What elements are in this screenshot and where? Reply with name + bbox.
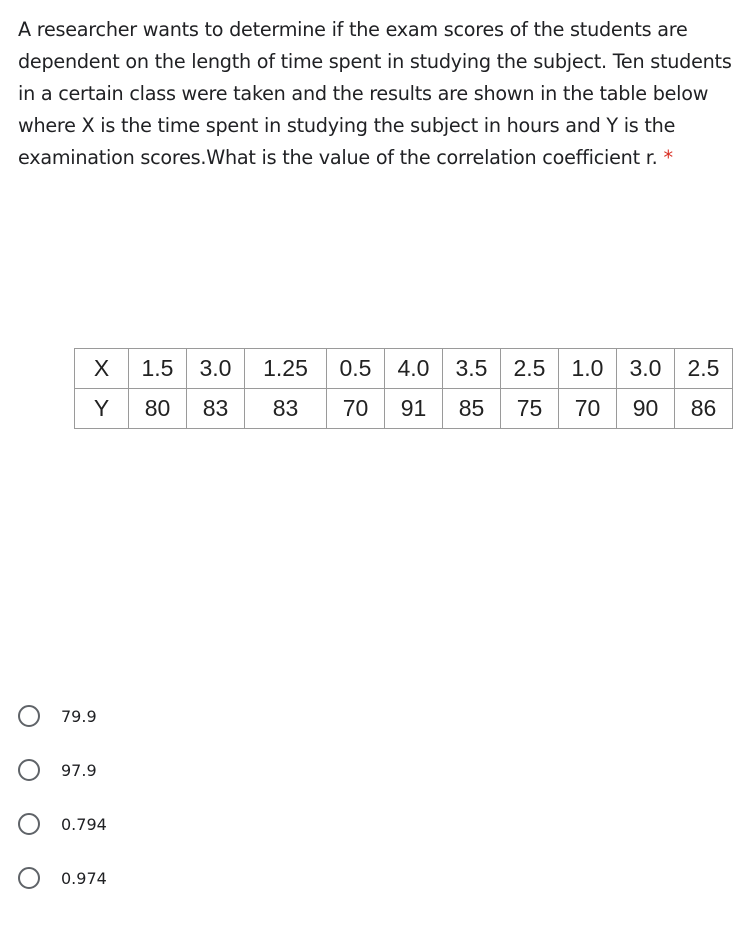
- option-0-794[interactable]: [18, 809, 107, 839]
- option-label[interactable]: 0.974: [61, 868, 107, 888]
- table-header-y: Y: [75, 389, 129, 429]
- table-cell-y: 91: [385, 389, 443, 429]
- question-body: A researcher wants to determine if the exam scores of the students are dependent on the length of time spent in studying the subject. Ten students in a certain class were taken and the results are shown in the table below where X is the time spent in studying the subject in hours and Y is the examination scores.What is the value of the correlation coefficient r.: [18, 18, 732, 169]
- option-79-9[interactable]: [18, 701, 107, 731]
- radio-button-icon[interactable]: [18, 759, 40, 781]
- table-cell-y: 80: [129, 389, 187, 429]
- table-cell-x: 2.5: [501, 349, 559, 389]
- table-cell-x: 3.0: [617, 349, 675, 389]
- option-label[interactable]: 97.9: [61, 760, 97, 780]
- table-row-x: [75, 349, 733, 389]
- table-cell-x: 3.5: [443, 349, 501, 389]
- option-label[interactable]: 79.9: [61, 706, 97, 726]
- table-cell-x: 0.5: [327, 349, 385, 389]
- table-cell-y: 90: [617, 389, 675, 429]
- option-label[interactable]: 0.794: [61, 814, 107, 834]
- table-cell-y: 85: [443, 389, 501, 429]
- table-cell-x: 1.25: [245, 349, 327, 389]
- table-cell-x: 3.0: [187, 349, 245, 389]
- table-cell-x: 4.0: [385, 349, 443, 389]
- option-97-9[interactable]: [18, 755, 107, 785]
- question-text: [18, 14, 738, 174]
- table-cell-x: 1.0: [559, 349, 617, 389]
- radio-button-icon[interactable]: [18, 867, 40, 889]
- required-asterisk: *: [663, 146, 673, 169]
- table-cell-y: 83: [245, 389, 327, 429]
- data-table: [74, 348, 733, 429]
- table-row-y: [75, 389, 733, 429]
- table-cell-y: 70: [327, 389, 385, 429]
- option-0-974[interactable]: [18, 863, 107, 893]
- table-cell-x: 2.5: [675, 349, 733, 389]
- answer-options: [18, 701, 107, 917]
- table-cell-y: 70: [559, 389, 617, 429]
- table-cell-x: 1.5: [129, 349, 187, 389]
- table-cell-y: 83: [187, 389, 245, 429]
- table-cell-y: 86: [675, 389, 733, 429]
- radio-button-icon[interactable]: [18, 813, 40, 835]
- table-cell-y: 75: [501, 389, 559, 429]
- table-header-x: X: [75, 349, 129, 389]
- radio-button-icon[interactable]: [18, 705, 40, 727]
